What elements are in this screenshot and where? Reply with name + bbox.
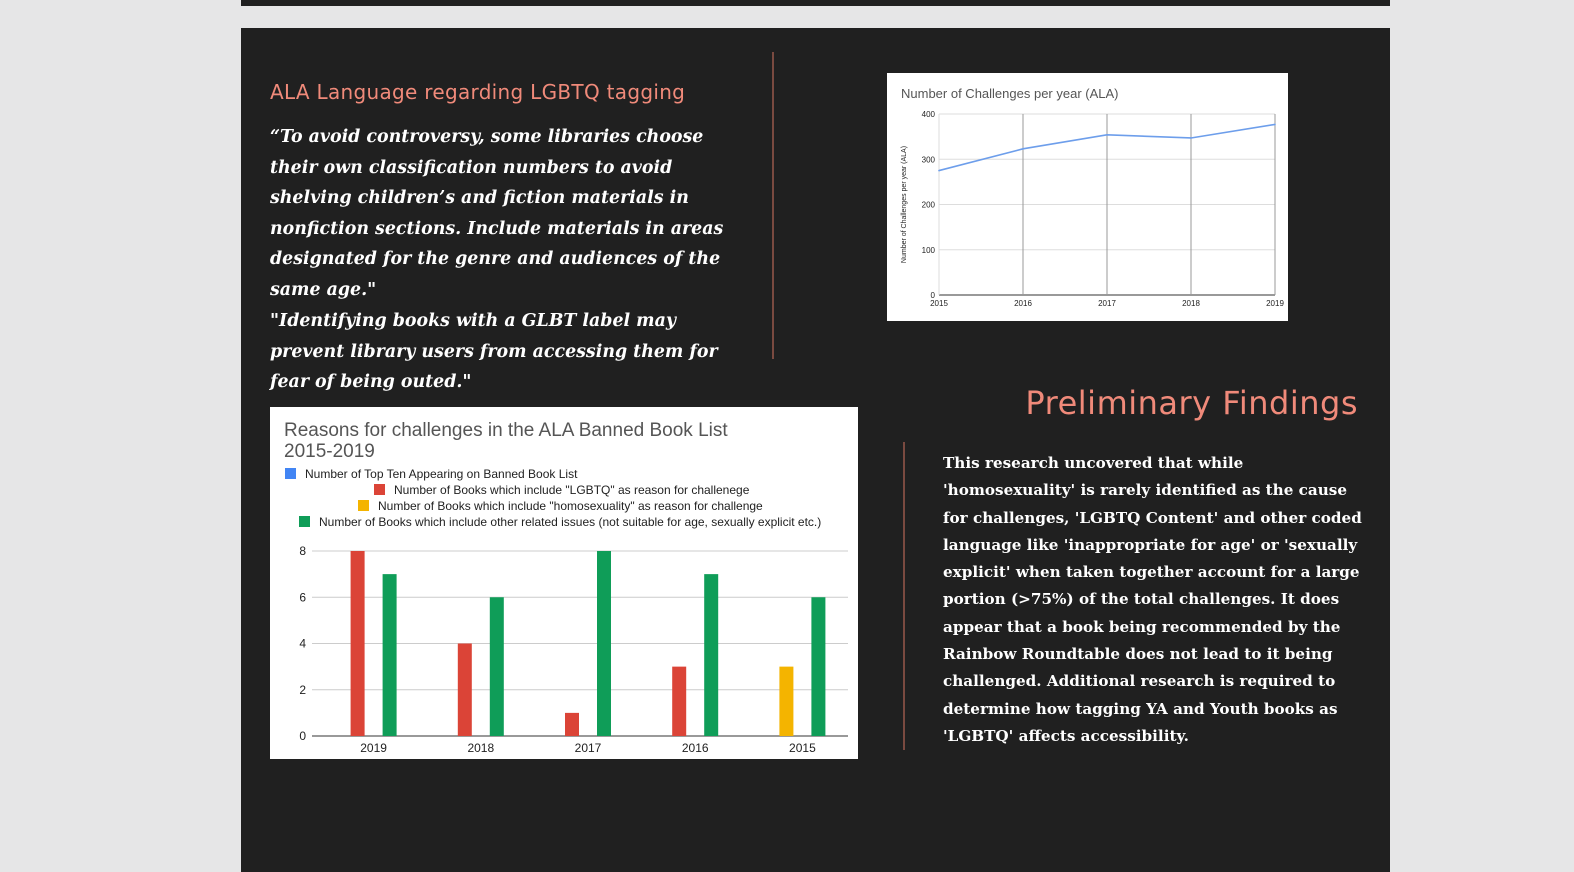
legend-swatch (374, 484, 385, 495)
y-tick-label: 2 (299, 682, 306, 697)
bar-chart-title: 2015-2019 (284, 441, 375, 462)
y-axis-label: Number of Challenges per year (ALA) (901, 145, 908, 264)
bar (672, 667, 686, 736)
divider-line (903, 442, 905, 750)
findings-paragraph: This research uncovered that while 'homosexuality' is rarely identified as the cause for challenges, 'LGBTQ Content' and other coded language like 'inappropriate for age' or 'sexually explicit' when taken together account for a large portion (>75%) of the total challenges. It does appear that a book being recommended by the Rainbow Roundtable does not lead to it being challenged. Additional research is required to determine how tagging YA and Youth books as 'LGBTQ' affects accessibility. (943, 454, 1362, 745)
quote-controversy: “To avoid controversy, some libraries choose their own classification numbers to avoid shelving children’s and fiction materials in nonfiction sections. Include materials in areas designated for the genre and audiences of the same age." (270, 127, 724, 300)
bar-chart-title: Reasons for challenges in the ALA Banned Book List (284, 420, 728, 441)
legend-label: Number of Books which include "LGBTQ" as reason for challenege (394, 483, 750, 497)
bar (383, 574, 397, 736)
x-tick-label: 2019 (1266, 299, 1284, 308)
x-tick-label: 2018 (1182, 299, 1200, 308)
y-tick-label: 300 (921, 155, 935, 165)
previous-slide-edge (241, 0, 1390, 6)
bar (351, 551, 365, 736)
quote-glbt-label: "Identifying books with a GLBT label may prevent library users from accessing them for fear of being outed." (270, 311, 718, 393)
data-point (1106, 134, 1108, 136)
bar (597, 551, 611, 736)
data-point (1274, 124, 1276, 126)
divider-line (772, 52, 774, 359)
bar (458, 644, 472, 737)
preliminary-findings-title: Preliminary Findings (1025, 384, 1358, 422)
legend-swatch (285, 468, 296, 479)
x-tick-label: 2017 (574, 741, 602, 755)
bar-chart-card (270, 407, 858, 759)
bar (490, 597, 504, 736)
x-tick-label: 2016 (681, 741, 709, 755)
slide (241, 28, 1390, 872)
ala-language-heading: ALA Language regarding LGBTQ tagging (270, 80, 686, 104)
y-tick-label: 8 (299, 544, 306, 558)
legend-swatch (358, 500, 369, 511)
line-chart-title: Number of Challenges per year (ALA) (901, 86, 1119, 101)
y-tick-label: 0 (930, 291, 935, 300)
x-tick-label: 2015 (930, 299, 948, 308)
x-tick-label: 2016 (1014, 299, 1032, 308)
legend-label: Number of Books which include "homosexuality" as reason for challenge (378, 499, 763, 513)
bar (565, 713, 579, 736)
x-tick-label: 2019 (360, 741, 387, 755)
bar-chart (270, 407, 858, 759)
bar (811, 597, 825, 736)
bar (779, 667, 793, 736)
y-tick-label: 200 (921, 200, 935, 210)
legend-label: Number of Top Ten Appearing on Banned Book List (305, 467, 578, 481)
legend-swatch (299, 516, 310, 527)
legend-label: Number of Books which include other related issues (not suitable for age, sexually explicit etc.) (319, 515, 822, 529)
y-tick-label: 4 (299, 636, 306, 651)
y-tick-label: 400 (921, 110, 935, 119)
y-tick-label: 100 (921, 245, 935, 255)
y-tick-label: 0 (299, 729, 306, 743)
x-tick-label: 2017 (1098, 299, 1116, 308)
x-tick-label: 2015 (789, 741, 816, 755)
data-point (1022, 148, 1024, 150)
line-chart-card (887, 73, 1288, 321)
bar (704, 574, 718, 736)
data-point (938, 170, 940, 172)
line-chart (887, 73, 1288, 321)
data-point (1190, 137, 1192, 139)
x-tick-label: 2018 (467, 741, 495, 755)
y-tick-label: 6 (299, 590, 306, 605)
